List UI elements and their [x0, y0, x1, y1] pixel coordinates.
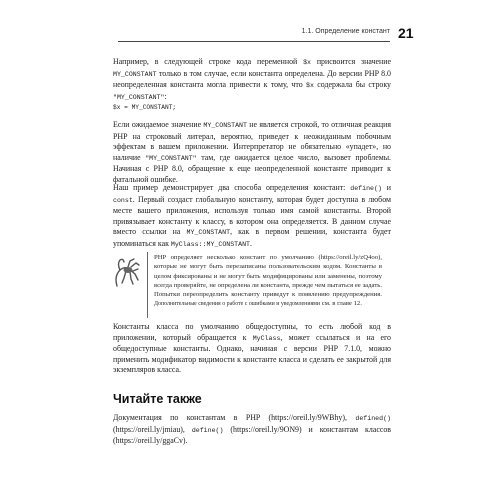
text: (https://oreil.ly/jmiau), [113, 424, 192, 434]
text: там, где ожидается целое число, вызовет проблемы. Начиная с PHP 8.0, обращение к еще неопределенной константе приводит к фатальной ошибке. [113, 152, 392, 184]
paragraph-class-visibility [113, 322, 391, 376]
text: не является строкой, то отличная реакция PHP на строковый литерал, вероятно, приведет к неожиданным побочным эффектам в вашем приложении. Интерпретатор не обязательно «упадет», но наличие [113, 120, 392, 162]
text: присвоится значение [311, 57, 391, 66]
inline-code: "MY_CONSTANT" [145, 154, 197, 162]
inline-code: MyClass::MY_CONSTANT [170, 240, 251, 248]
note-small-text: Дополнительные сведения о работе с ошибками и уведомлениями [154, 301, 321, 308]
text: Константы класса по умолчанию общедоступны, то есть любой код в приложении, который обращается к [113, 322, 391, 342]
note-text-tail: см. в главе 12. [320, 300, 362, 308]
scorpion-icon [111, 256, 141, 290]
text: и [381, 183, 391, 192]
section-heading: Читайте также [113, 392, 202, 406]
inline-code: define() [350, 185, 382, 192]
paragraph-intro [113, 57, 391, 103]
text: . Первый создаст глобальную константу, которая будет доступна в любом месте вашего приложения, используя только имя самой константы. Второй привязывает константу к классу, в котором она определяется. В данном случае вместо ссылки на [113, 194, 391, 237]
text: . [250, 238, 252, 248]
page-number: 21 [398, 25, 414, 41]
text: Документация по константам в PHP (https://oreil.ly/9WBhy), [113, 413, 356, 422]
text: , может ссылаться и на его общедоступные константы. Однако, начиная с версии PHP 7.1.0, можно применить модификатор видимости к константе класса и сделать ее закрытой для экземпляров класса. [113, 332, 391, 375]
text: , как в первом решении, константа будет упоминаться как [113, 227, 391, 248]
inline-code: "MY_CONSTANT" [113, 93, 165, 101]
note-box [154, 253, 382, 310]
code-listing: $x = MY_CONSTANT; [113, 104, 177, 111]
text: содержала бы строку [313, 80, 391, 90]
text: : [164, 91, 167, 101]
inline-code: defined() [355, 415, 391, 422]
text: только в том случае, если константа определена. До версии PHP 8.0 неопределенная константа могла привести к тому, что [113, 68, 391, 90]
inline-code: MY_CONSTANT [186, 229, 231, 237]
inline-code: $x [306, 82, 314, 90]
inline-code: MyClass [252, 334, 281, 342]
inline-code: MY_CONSTANT [113, 70, 157, 78]
text: Например, в следующей строке кода переменной [113, 57, 304, 66]
paragraph-see-also [113, 413, 391, 447]
text: Если ожидаемое значение [113, 120, 204, 129]
paragraph-two-ways [113, 183, 391, 251]
paragraph-string-literal [113, 120, 391, 186]
inline-code: MY_CONSTANT [203, 122, 247, 129]
inline-code: $x [303, 59, 311, 66]
inline-code: define() [191, 426, 224, 434]
inline-code: const [113, 196, 133, 204]
running-header-title: 1.1. Определение констант [301, 28, 390, 35]
note-text: PHP определяет несколько констант по умолчанию (https://oreil.ly/zQ4oo), которые не могут быть перезаписаны пользовательским кодом. Константы в целом фиксированы и не могут быть модифицированы или заменены, поэтому всегда проверяйте, не определена ли константа, прежде чем пытаться ее задать. Попытки переопределить константу приведут к появлению предупреждения. [154, 254, 382, 299]
running-header [118, 27, 390, 42]
text: (https://oreil.ly/9ON9) и константам классов (https://oreil.ly/ggaCv). [113, 424, 391, 446]
note-divider [147, 252, 148, 318]
text: Наш пример демонстрирует два способа определения констант: [113, 183, 351, 192]
